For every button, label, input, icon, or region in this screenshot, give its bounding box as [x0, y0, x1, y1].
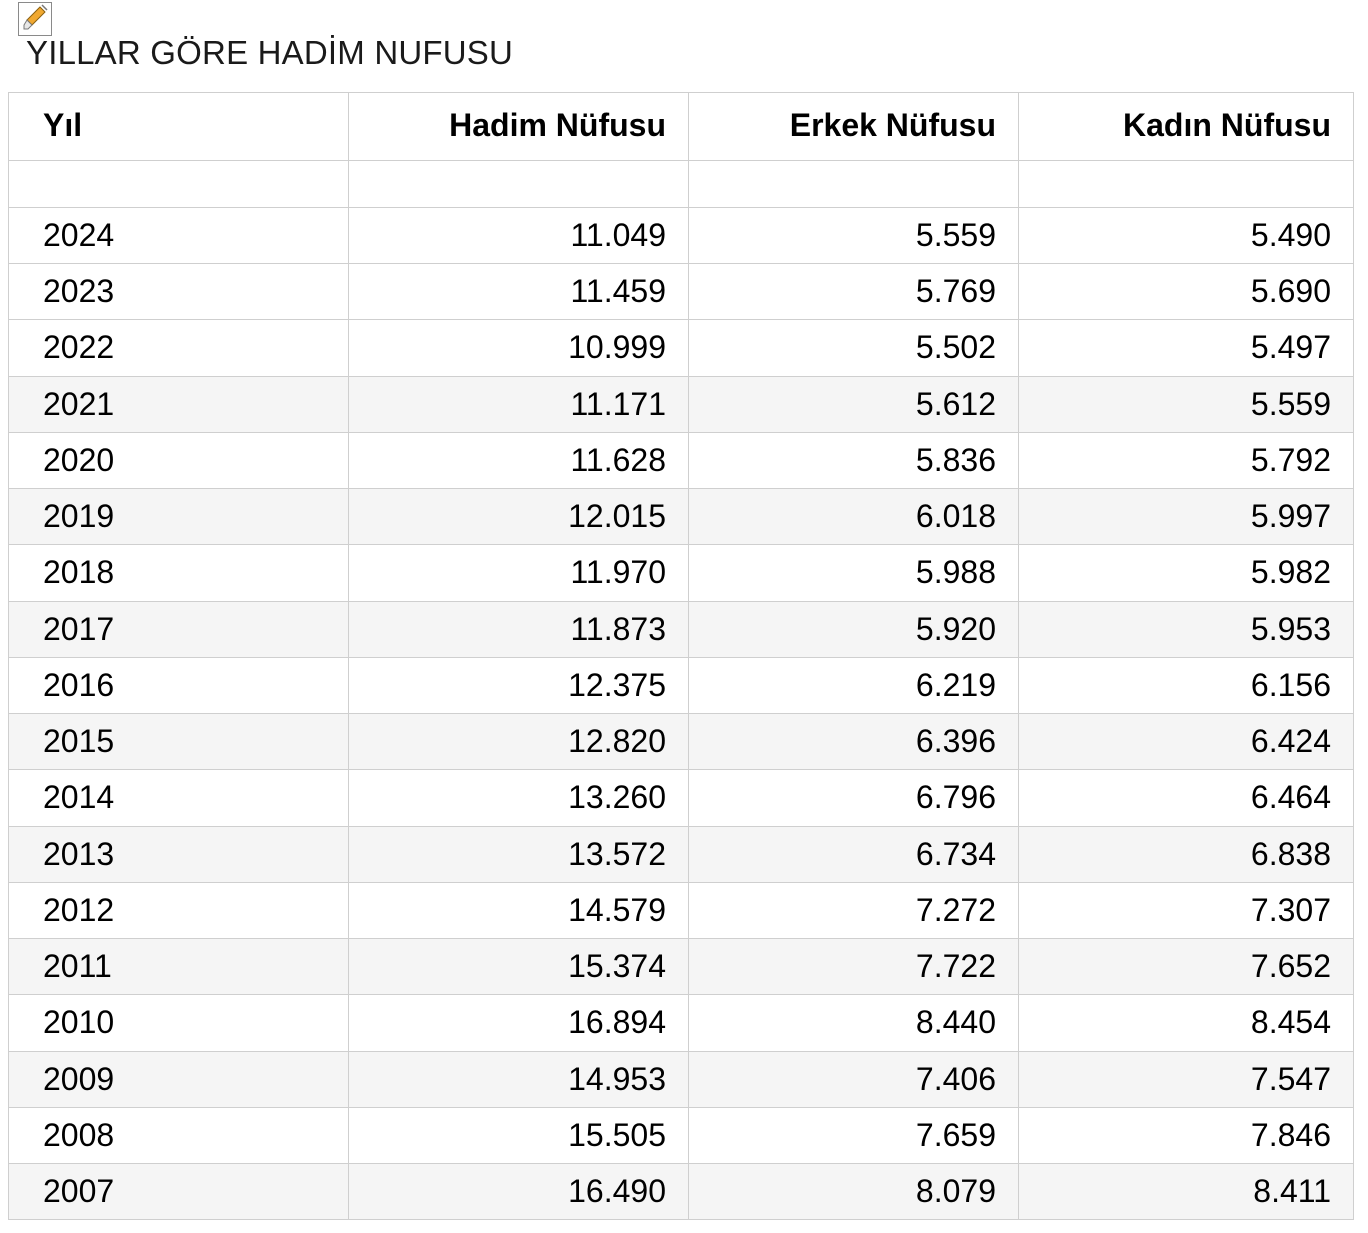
cell-year: 2009: [9, 1051, 349, 1107]
cell-hadim: 15.505: [349, 1107, 689, 1163]
cell-male: 7.272: [689, 882, 1019, 938]
cell-year: 2023: [9, 264, 349, 320]
cell-female: 5.997: [1019, 489, 1354, 545]
cell-hadim: 11.873: [349, 601, 689, 657]
cell-male: 7.406: [689, 1051, 1019, 1107]
cell-hadim: 11.459: [349, 264, 689, 320]
cell-female: 5.559: [1019, 376, 1354, 432]
table-row: [9, 826, 1354, 882]
table-row: [9, 601, 1354, 657]
cell-year: 2024: [9, 208, 349, 264]
cell-year: 2010: [9, 995, 349, 1051]
cell-female: 5.792: [1019, 432, 1354, 488]
cell-male: 6.018: [689, 489, 1019, 545]
population-table-wrap: [8, 92, 1360, 1220]
cell-hadim: 13.572: [349, 826, 689, 882]
cell-year: 2014: [9, 770, 349, 826]
table-row: [9, 714, 1354, 770]
table-row: [9, 1163, 1354, 1219]
table-header-row: [9, 93, 1354, 161]
cell-male: 8.440: [689, 995, 1019, 1051]
cell-male: 5.836: [689, 432, 1019, 488]
cell-female: 6.424: [1019, 714, 1354, 770]
cell-hadim: 11.049: [349, 208, 689, 264]
table-row: [9, 1107, 1354, 1163]
cell-male: 5.612: [689, 376, 1019, 432]
cell-female: 5.982: [1019, 545, 1354, 601]
cell-female: 5.690: [1019, 264, 1354, 320]
cell-male: 6.734: [689, 826, 1019, 882]
cell-female: 5.490: [1019, 208, 1354, 264]
cell-male: 5.559: [689, 208, 1019, 264]
cell-year: 2022: [9, 320, 349, 376]
cell-year: 2007: [9, 1163, 349, 1219]
cell-male: 5.769: [689, 264, 1019, 320]
table-spacer-row: [9, 161, 1354, 208]
cell-female: 6.838: [1019, 826, 1354, 882]
population-table: [8, 92, 1354, 1220]
cell-male: 7.659: [689, 1107, 1019, 1163]
cell-male: 5.502: [689, 320, 1019, 376]
column-header-male-population: Erkek Nüfusu: [689, 93, 1019, 161]
cell-female: 5.953: [1019, 601, 1354, 657]
cell-year: 2013: [9, 826, 349, 882]
cell-female: 7.846: [1019, 1107, 1354, 1163]
cell-year: 2018: [9, 545, 349, 601]
table-row: [9, 432, 1354, 488]
cell-hadim: 14.953: [349, 1051, 689, 1107]
table-row: [9, 882, 1354, 938]
cell-female: 7.307: [1019, 882, 1354, 938]
table-row: [9, 320, 1354, 376]
cell-hadim: 12.820: [349, 714, 689, 770]
table-row: [9, 657, 1354, 713]
cell-female: 7.652: [1019, 939, 1354, 995]
cell-female: 6.464: [1019, 770, 1354, 826]
cell-male: 6.396: [689, 714, 1019, 770]
cell-hadim: 15.374: [349, 939, 689, 995]
cell-hadim: 12.375: [349, 657, 689, 713]
cell-hadim: 10.999: [349, 320, 689, 376]
cell-female: 8.411: [1019, 1163, 1354, 1219]
cell-female: 6.156: [1019, 657, 1354, 713]
table-row: [9, 376, 1354, 432]
table-row: [9, 995, 1354, 1051]
column-header-hadim-population: Hadim Nüfusu: [349, 93, 689, 161]
cell-year: 2021: [9, 376, 349, 432]
cell-hadim: 16.490: [349, 1163, 689, 1219]
table-row: [9, 489, 1354, 545]
paste-brush-icon[interactable]: [18, 2, 52, 36]
table-row: [9, 545, 1354, 601]
cell-male: 5.920: [689, 601, 1019, 657]
table-row: [9, 264, 1354, 320]
cell-male: 6.796: [689, 770, 1019, 826]
cell-year: 2012: [9, 882, 349, 938]
cell-hadim: 11.970: [349, 545, 689, 601]
table-row: [9, 208, 1354, 264]
cell-male: 8.079: [689, 1163, 1019, 1219]
cell-year: 2015: [9, 714, 349, 770]
cell-year: 2008: [9, 1107, 349, 1163]
cell-hadim: 12.015: [349, 489, 689, 545]
cell-hadim: 11.171: [349, 376, 689, 432]
cell-year: 2019: [9, 489, 349, 545]
cell-year: 2017: [9, 601, 349, 657]
cell-male: 5.988: [689, 545, 1019, 601]
cell-male: 6.219: [689, 657, 1019, 713]
column-header-year: Yıl: [9, 93, 349, 161]
table-row: [9, 939, 1354, 995]
cell-female: 7.547: [1019, 1051, 1354, 1107]
cell-male: 7.722: [689, 939, 1019, 995]
cell-female: 5.497: [1019, 320, 1354, 376]
table-row: [9, 770, 1354, 826]
cell-hadim: 11.628: [349, 432, 689, 488]
cell-hadim: 16.894: [349, 995, 689, 1051]
cell-female: 8.454: [1019, 995, 1354, 1051]
cell-hadim: 14.579: [349, 882, 689, 938]
cell-hadim: 13.260: [349, 770, 689, 826]
table-row: [9, 1051, 1354, 1107]
cell-year: 2016: [9, 657, 349, 713]
page-title: YILLAR GÖRE HADİM NUFUSU: [26, 34, 514, 71]
cell-year: 2011: [9, 939, 349, 995]
cell-year: 2020: [9, 432, 349, 488]
column-header-female-population: Kadın Nüfusu: [1019, 93, 1354, 161]
